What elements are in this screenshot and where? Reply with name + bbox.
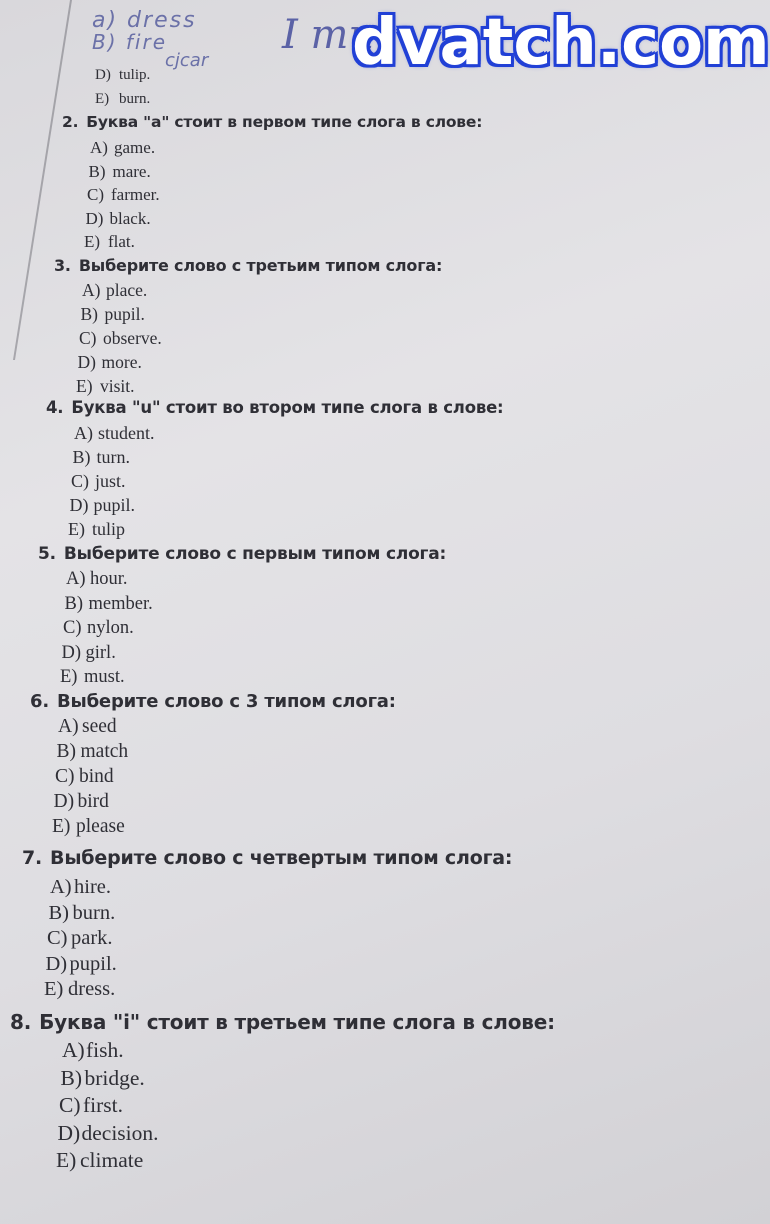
answer-option <box>49 903 116 924</box>
handwritten-note-dress: a) dress <box>92 8 197 33</box>
question-heading <box>54 258 442 274</box>
option-text: mare. <box>112 161 151 181</box>
option-letter: D) <box>85 208 104 228</box>
answer-option <box>76 378 135 396</box>
answer-option <box>74 424 155 442</box>
answer-option <box>52 817 125 837</box>
option-text: climate <box>80 1148 144 1172</box>
question-heading <box>30 693 396 711</box>
option-text: black. <box>109 208 151 228</box>
handwritten-note-fire: B) fire <box>92 30 168 54</box>
question-number: 2. <box>62 113 79 131</box>
option-text: place. <box>106 280 148 300</box>
option-text: hire. <box>74 876 111 898</box>
answer-option <box>86 210 151 227</box>
question-text: Выберите слово с первым типом слога: <box>63 544 447 564</box>
option-letter: A) <box>62 1038 85 1062</box>
option-letter: C) <box>63 618 82 638</box>
option-text: burn. <box>72 901 116 924</box>
option-letter: B) <box>88 161 106 181</box>
answer-option <box>60 1065 145 1090</box>
question-text: Буква "u" стоит во втором типе слога в слове: <box>71 398 504 417</box>
answer-option <box>84 233 135 250</box>
option-text: student. <box>98 423 155 443</box>
answer-option <box>44 979 115 1000</box>
question-number: 5. <box>38 544 56 564</box>
answer-option <box>55 767 114 787</box>
answer-option <box>70 496 136 514</box>
answer-option <box>57 742 129 762</box>
option-letter: C) <box>59 1093 81 1117</box>
option-letter: E) <box>52 816 71 837</box>
answer-option <box>56 1150 143 1172</box>
option-letter: E) <box>60 667 78 687</box>
question-number: 3. <box>54 256 71 275</box>
answer-option <box>68 520 125 538</box>
option-text: bird <box>77 791 109 812</box>
option-letter: B) <box>48 901 69 924</box>
option-letter: C) <box>71 471 89 491</box>
option-letter: A) <box>50 876 72 898</box>
option-letter: E) <box>56 1148 77 1172</box>
question-number: 6. <box>30 691 49 712</box>
question-text: Выберите слово с четвертым типом слога: <box>50 847 513 869</box>
option-text: game. <box>114 138 156 157</box>
option-letter: E) <box>84 232 101 251</box>
answer-option <box>81 306 145 324</box>
answer-option <box>89 163 151 180</box>
answer-option <box>95 68 150 83</box>
option-letter: A) <box>74 423 93 443</box>
option-text: seed <box>82 716 117 737</box>
option-letter: A) <box>82 280 101 300</box>
option-letter: E) <box>68 519 85 539</box>
margin-line <box>0 0 72 360</box>
option-letter: A) <box>66 569 86 589</box>
option-letter: D) <box>53 791 75 812</box>
answer-option <box>71 472 126 490</box>
option-letter: C) <box>55 766 75 787</box>
answer-option <box>57 1120 159 1145</box>
option-letter: C) <box>79 328 97 348</box>
option-letter: A) <box>90 138 108 157</box>
site-watermark: dvatch.com <box>352 6 770 80</box>
option-letter: E) <box>76 376 93 396</box>
option-text: please <box>76 816 125 837</box>
answer-option <box>82 282 147 300</box>
question-number: 4. <box>46 398 64 417</box>
question-text: Буква "a" стоит в первом типе слога в слове: <box>86 113 483 131</box>
answer-option <box>79 330 162 348</box>
answer-option <box>60 668 125 687</box>
option-text: fish. <box>86 1038 124 1062</box>
option-text: just. <box>95 471 126 491</box>
question-number: 8. <box>10 1010 32 1034</box>
option-text: park. <box>71 927 113 949</box>
option-letter: D) <box>57 1120 81 1145</box>
option-text: must. <box>84 667 125 687</box>
option-text: more. <box>101 352 142 372</box>
option-letter: C) <box>47 927 68 949</box>
option-text: tulip <box>92 519 126 539</box>
answer-option <box>46 954 117 975</box>
option-letter: A) <box>58 716 79 737</box>
question-text: Выберите слово с третьим типом слога: <box>78 256 443 275</box>
option-letter: E) <box>95 91 110 107</box>
option-text: hour. <box>90 569 128 589</box>
option-text: match <box>80 741 129 762</box>
answer-option <box>78 354 142 372</box>
option-text: pupil. <box>93 495 136 515</box>
option-letter: D) <box>69 495 89 515</box>
option-text: visit. <box>100 376 135 396</box>
option-letter: D) <box>45 952 68 975</box>
option-letter: D) <box>61 642 82 663</box>
option-text: pupil. <box>69 952 117 975</box>
option-text: decision. <box>81 1120 159 1145</box>
answer-option <box>73 448 131 466</box>
answer-option <box>65 595 153 614</box>
question-heading <box>22 849 512 868</box>
option-letter: B) <box>72 447 91 467</box>
answer-option <box>87 186 160 203</box>
answer-option <box>54 792 109 812</box>
answer-option <box>47 928 113 949</box>
option-text: burn. <box>119 91 151 107</box>
option-text: first. <box>83 1093 124 1117</box>
question-text: Выберите слово с 3 типом слога: <box>56 691 396 712</box>
option-text: observe. <box>103 328 162 348</box>
answer-option <box>62 1040 124 1062</box>
option-text: member. <box>88 593 153 614</box>
option-letter: B) <box>56 741 76 762</box>
question-heading <box>38 546 446 563</box>
answer-option <box>59 1095 123 1117</box>
option-letter: E) <box>44 978 64 1000</box>
question-heading <box>10 1012 555 1032</box>
answer-option <box>90 139 155 156</box>
option-letter: B) <box>60 1065 82 1090</box>
answer-option <box>63 619 134 638</box>
option-text: turn. <box>96 447 130 467</box>
answer-option <box>62 644 116 663</box>
answer-option <box>58 717 117 737</box>
option-text: pupil. <box>104 304 145 324</box>
question-number: 7. <box>22 847 43 869</box>
option-text: bind <box>79 766 114 787</box>
option-letter: B) <box>80 304 98 324</box>
option-text: farmer. <box>111 185 160 204</box>
option-text: bridge. <box>84 1065 145 1090</box>
option-letter: D) <box>77 352 96 372</box>
answer-option <box>95 92 150 107</box>
option-text: nylon. <box>87 618 134 638</box>
answer-option <box>66 570 128 589</box>
option-text: flat. <box>108 232 135 251</box>
option-letter: C) <box>87 185 104 204</box>
question-heading <box>62 115 482 131</box>
handwritten-note-cjcar: cjcar <box>165 50 209 71</box>
option-text: girl. <box>85 642 116 663</box>
handwritten-note-top: I mu <box>282 12 375 58</box>
option-text: dress. <box>68 978 116 1000</box>
option-letter: B) <box>64 593 83 614</box>
option-letter: D) <box>95 67 111 83</box>
answer-option <box>50 877 111 898</box>
question-heading <box>46 400 503 417</box>
option-text: tulip. <box>119 67 151 83</box>
question-text: Буква "i" стоит в третьем типе слога в слове: <box>39 1010 555 1034</box>
